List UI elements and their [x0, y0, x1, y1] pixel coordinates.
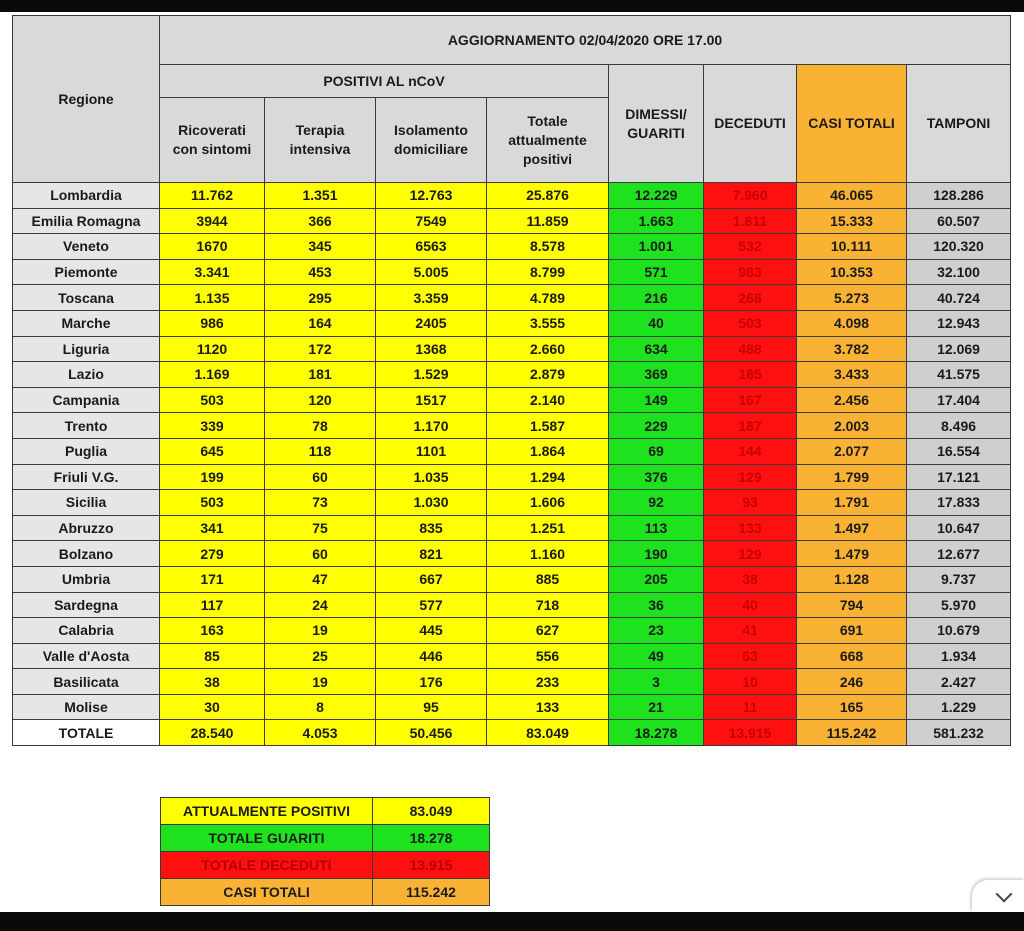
cell-isolamento: 1101	[376, 438, 487, 464]
cell-tamponi: 581.232	[907, 720, 1011, 746]
cell-casi-totali: 3.782	[797, 336, 907, 362]
header-tamponi: TAMPONI	[907, 65, 1011, 183]
cell-terapia: 1.351	[265, 183, 376, 209]
table-row	[13, 183, 1011, 209]
cell-isolamento: 2405	[376, 310, 487, 336]
summary-value: 115.242	[373, 879, 490, 906]
cell-tamponi: 17.121	[907, 464, 1011, 490]
cell-casi-totali: 1.128	[797, 566, 907, 592]
summary-label: TOTALE GUARITI	[161, 825, 373, 852]
cell-deceduti: 13.915	[704, 720, 797, 746]
cell-tamponi: 12.677	[907, 541, 1011, 567]
cell-deceduti: 167	[704, 387, 797, 413]
header-dimessi-line: GUARITI	[627, 124, 685, 141]
cell-deceduti: 983	[704, 259, 797, 285]
cell-deceduti: 187	[704, 413, 797, 439]
header-deceduti: DECEDUTI	[704, 65, 797, 183]
cell-deceduti: 488	[704, 336, 797, 362]
header-positivi-group: POSITIVI AL nCoV	[160, 65, 609, 98]
table-row	[13, 541, 1011, 567]
cell-regione: Toscana	[13, 285, 160, 311]
cell-dimessi: 1.001	[609, 234, 704, 260]
cell-totale-positivi: 1.587	[487, 413, 609, 439]
cell-dimessi: 49	[609, 643, 704, 669]
cell-terapia: 47	[265, 566, 376, 592]
cell-deceduti: 1.811	[704, 208, 797, 234]
cell-dimessi: 229	[609, 413, 704, 439]
table-row	[13, 259, 1011, 285]
table-row	[13, 310, 1011, 336]
cell-isolamento: 1.035	[376, 464, 487, 490]
cell-isolamento: 3.359	[376, 285, 487, 311]
header-isolamento	[376, 98, 487, 183]
header-terapia-line: Terapia	[295, 122, 345, 138]
table-row	[13, 336, 1011, 362]
cell-regione: Veneto	[13, 234, 160, 260]
cell-regione: Valle d'Aosta	[13, 643, 160, 669]
header-casi-totali: CASI TOTALI	[797, 65, 907, 183]
cell-isolamento: 176	[376, 669, 487, 695]
cell-tamponi: 1.934	[907, 643, 1011, 669]
cell-deceduti: 41	[704, 618, 797, 644]
cell-casi-totali: 10.111	[797, 234, 907, 260]
cell-totale-positivi: 8.799	[487, 259, 609, 285]
cell-totale-positivi: 1.160	[487, 541, 609, 567]
cell-deceduti: 10	[704, 669, 797, 695]
cell-tamponi: 16.554	[907, 438, 1011, 464]
cell-casi-totali: 3.433	[797, 362, 907, 388]
cell-ricoverati: 339	[160, 413, 265, 439]
expand-handle[interactable]	[972, 880, 1024, 912]
table-row	[13, 694, 1011, 720]
header-ricoverati-line: con sintomi	[172, 141, 252, 157]
table-row	[13, 387, 1011, 413]
cell-tamponi: 40.724	[907, 285, 1011, 311]
table-title: AGGIORNAMENTO 02/04/2020 ORE 17.00	[160, 16, 1011, 65]
cell-terapia: 73	[265, 490, 376, 516]
cell-deceduti: 7.960	[704, 183, 797, 209]
cell-tamponi: 2.427	[907, 669, 1011, 695]
cell-isolamento: 446	[376, 643, 487, 669]
cell-casi-totali: 46.065	[797, 183, 907, 209]
cell-dimessi: 376	[609, 464, 704, 490]
cell-tamponi: 10.647	[907, 515, 1011, 541]
cell-casi-totali: 668	[797, 643, 907, 669]
cell-ricoverati: 28.540	[160, 720, 265, 746]
cell-casi-totali: 165	[797, 694, 907, 720]
cell-regione: Bolzano	[13, 541, 160, 567]
cell-dimessi: 40	[609, 310, 704, 336]
header-isolamento-line: Isolamento	[394, 122, 468, 138]
cell-dimessi: 12.229	[609, 183, 704, 209]
table-row	[13, 669, 1011, 695]
cell-totale-positivi: 233	[487, 669, 609, 695]
summary-value: 18.278	[373, 825, 490, 852]
cell-terapia: 25	[265, 643, 376, 669]
cell-terapia: 118	[265, 438, 376, 464]
cell-tamponi: 9.737	[907, 566, 1011, 592]
cell-terapia: 453	[265, 259, 376, 285]
cell-casi-totali: 691	[797, 618, 907, 644]
cell-casi-totali: 2.077	[797, 438, 907, 464]
cell-regione: Basilicata	[13, 669, 160, 695]
cell-tamponi: 128.286	[907, 183, 1011, 209]
cell-isolamento: 1.170	[376, 413, 487, 439]
header-isolamento-line: domiciliare	[394, 141, 468, 157]
cell-terapia: 24	[265, 592, 376, 618]
cell-isolamento: 1.529	[376, 362, 487, 388]
cell-totale-positivi: 1.606	[487, 490, 609, 516]
cell-totale-positivi: 1.294	[487, 464, 609, 490]
cell-deceduti: 129	[704, 464, 797, 490]
top-frame-bar	[0, 0, 1024, 12]
header-totale-positivi	[487, 98, 609, 183]
summary-row	[161, 825, 490, 852]
cell-regione: Piemonte	[13, 259, 160, 285]
cell-ricoverati: 279	[160, 541, 265, 567]
bottom-frame-bar	[0, 912, 1024, 931]
table-row	[13, 643, 1011, 669]
cell-casi-totali: 1.497	[797, 515, 907, 541]
summary-table	[160, 797, 490, 906]
cell-totale-positivi: 2.660	[487, 336, 609, 362]
cell-terapia: 164	[265, 310, 376, 336]
cell-dimessi: 369	[609, 362, 704, 388]
table-row	[13, 208, 1011, 234]
cell-deceduti: 129	[704, 541, 797, 567]
cell-isolamento: 821	[376, 541, 487, 567]
cell-dimessi: 634	[609, 336, 704, 362]
cell-deceduti: 11	[704, 694, 797, 720]
cell-isolamento: 577	[376, 592, 487, 618]
cell-regione: Campania	[13, 387, 160, 413]
cell-casi-totali: 15.333	[797, 208, 907, 234]
cell-terapia: 295	[265, 285, 376, 311]
table-row	[13, 592, 1011, 618]
cell-dimessi: 3	[609, 669, 704, 695]
cell-terapia: 8	[265, 694, 376, 720]
cell-dimessi: 18.278	[609, 720, 704, 746]
table-row	[13, 464, 1011, 490]
cell-tamponi: 12.069	[907, 336, 1011, 362]
cell-terapia: 172	[265, 336, 376, 362]
header-totale-positivi-line: attualmente	[508, 131, 587, 148]
cell-deceduti: 268	[704, 285, 797, 311]
cell-isolamento: 835	[376, 515, 487, 541]
cell-tamponi: 17.404	[907, 387, 1011, 413]
cell-isolamento: 1.030	[376, 490, 487, 516]
cell-totale-positivi: 885	[487, 566, 609, 592]
cell-regione: Puglia	[13, 438, 160, 464]
cell-terapia: 60	[265, 464, 376, 490]
cell-totale-positivi: 718	[487, 592, 609, 618]
header-terapia-line: intensiva	[289, 141, 351, 157]
cell-regione: Emilia Romagna	[13, 208, 160, 234]
cell-terapia: 366	[265, 208, 376, 234]
summary-row	[161, 879, 490, 906]
cell-ricoverati: 171	[160, 566, 265, 592]
cell-deceduti: 185	[704, 362, 797, 388]
cell-regione: Lazio	[13, 362, 160, 388]
cell-totale-positivi: 133	[487, 694, 609, 720]
cell-deceduti: 93	[704, 490, 797, 516]
cell-dimessi: 113	[609, 515, 704, 541]
header-dimessi-line: DIMESSI/	[625, 105, 687, 122]
cell-regione: Abruzzo	[13, 515, 160, 541]
cell-terapia: 19	[265, 618, 376, 644]
cell-casi-totali: 794	[797, 592, 907, 618]
cell-terapia: 120	[265, 387, 376, 413]
cell-tamponi: 41.575	[907, 362, 1011, 388]
cell-isolamento: 445	[376, 618, 487, 644]
cell-totale-positivi: 2.140	[487, 387, 609, 413]
cell-casi-totali: 1.479	[797, 541, 907, 567]
cell-casi-totali: 246	[797, 669, 907, 695]
cell-ricoverati: 503	[160, 387, 265, 413]
cell-terapia: 345	[265, 234, 376, 260]
cell-ricoverati: 645	[160, 438, 265, 464]
table-row	[13, 438, 1011, 464]
cell-regione: Marche	[13, 310, 160, 336]
cell-tamponi: 32.100	[907, 259, 1011, 285]
chevron-down-icon	[996, 886, 1013, 903]
summary-label: ATTUALMENTE POSITIVI	[161, 798, 373, 825]
table-row	[13, 566, 1011, 592]
cell-dimessi: 36	[609, 592, 704, 618]
cell-terapia: 19	[265, 669, 376, 695]
cell-regione: Calabria	[13, 618, 160, 644]
cell-isolamento: 7549	[376, 208, 487, 234]
cell-tamponi: 1.229	[907, 694, 1011, 720]
cell-ricoverati: 1.135	[160, 285, 265, 311]
cell-ricoverati: 38	[160, 669, 265, 695]
cell-isolamento: 1368	[376, 336, 487, 362]
cell-casi-totali: 1.791	[797, 490, 907, 516]
table-row	[13, 515, 1011, 541]
cell-isolamento: 6563	[376, 234, 487, 260]
cell-dimessi: 23	[609, 618, 704, 644]
cell-ricoverati: 341	[160, 515, 265, 541]
cell-ricoverati: 3.341	[160, 259, 265, 285]
cell-tamponi: 60.507	[907, 208, 1011, 234]
cell-dimessi: 149	[609, 387, 704, 413]
summary-row	[161, 852, 490, 879]
cell-casi-totali: 10.353	[797, 259, 907, 285]
cell-tamponi: 10.679	[907, 618, 1011, 644]
cell-casi-totali: 2.003	[797, 413, 907, 439]
cell-regione: Friuli V.G.	[13, 464, 160, 490]
cell-regione: TOTALE	[13, 720, 160, 746]
cell-totale-positivi: 25.876	[487, 183, 609, 209]
cell-ricoverati: 30	[160, 694, 265, 720]
header-totale-positivi-line: positivi	[522, 150, 572, 167]
header-ricoverati-line: Ricoverati	[178, 122, 246, 138]
cell-ricoverati: 1.169	[160, 362, 265, 388]
covid-regional-table	[12, 15, 1011, 746]
cell-ricoverati: 1120	[160, 336, 265, 362]
cell-ricoverati: 1670	[160, 234, 265, 260]
cell-regione: Umbria	[13, 566, 160, 592]
cell-deceduti: 40	[704, 592, 797, 618]
cell-deceduti: 133	[704, 515, 797, 541]
cell-tamponi: 12.943	[907, 310, 1011, 336]
cell-totale-positivi: 8.578	[487, 234, 609, 260]
cell-dimessi: 92	[609, 490, 704, 516]
cell-regione: Sicilia	[13, 490, 160, 516]
cell-totale-positivi: 3.555	[487, 310, 609, 336]
cell-casi-totali: 115.242	[797, 720, 907, 746]
cell-ricoverati: 163	[160, 618, 265, 644]
cell-deceduti: 38	[704, 566, 797, 592]
cell-deceduti: 144	[704, 438, 797, 464]
cell-totale-positivi: 627	[487, 618, 609, 644]
cell-regione: Lombardia	[13, 183, 160, 209]
cell-dimessi: 205	[609, 566, 704, 592]
cell-totale-positivi: 1.251	[487, 515, 609, 541]
cell-terapia: 4.053	[265, 720, 376, 746]
cell-dimessi: 69	[609, 438, 704, 464]
summary-value: 83.049	[373, 798, 490, 825]
cell-isolamento: 667	[376, 566, 487, 592]
cell-tamponi: 17.833	[907, 490, 1011, 516]
summary-label: TOTALE DECEDUTI	[161, 852, 373, 879]
cell-totale-positivi: 83.049	[487, 720, 609, 746]
summary-value: 13.915	[373, 852, 490, 879]
header-ricoverati	[160, 98, 265, 183]
cell-deceduti: 63	[704, 643, 797, 669]
cell-dimessi: 216	[609, 285, 704, 311]
cell-regione: Trento	[13, 413, 160, 439]
cell-casi-totali: 1.799	[797, 464, 907, 490]
cell-ricoverati: 85	[160, 643, 265, 669]
cell-terapia: 78	[265, 413, 376, 439]
table-row	[13, 413, 1011, 439]
cell-ricoverati: 117	[160, 592, 265, 618]
cell-totale-positivi: 556	[487, 643, 609, 669]
cell-terapia: 60	[265, 541, 376, 567]
cell-isolamento: 95	[376, 694, 487, 720]
header-regione: Regione	[13, 16, 160, 183]
cell-casi-totali: 5.273	[797, 285, 907, 311]
cell-isolamento: 5.005	[376, 259, 487, 285]
cell-totale-positivi: 2.879	[487, 362, 609, 388]
cell-casi-totali: 2.456	[797, 387, 907, 413]
table-row	[13, 234, 1011, 260]
table-row	[13, 362, 1011, 388]
header-dimessi	[609, 65, 704, 183]
cell-isolamento: 1517	[376, 387, 487, 413]
cell-ricoverati: 199	[160, 464, 265, 490]
cell-regione: Sardegna	[13, 592, 160, 618]
cell-totale-positivi: 1.864	[487, 438, 609, 464]
summary-label: CASI TOTALI	[161, 879, 373, 906]
cell-isolamento: 12.763	[376, 183, 487, 209]
cell-casi-totali: 4.098	[797, 310, 907, 336]
table-row	[13, 285, 1011, 311]
cell-deceduti: 503	[704, 310, 797, 336]
cell-ricoverati: 503	[160, 490, 265, 516]
cell-ricoverati: 986	[160, 310, 265, 336]
header-terapia	[265, 98, 376, 183]
cell-deceduti: 532	[704, 234, 797, 260]
cell-dimessi: 1.663	[609, 208, 704, 234]
cell-tamponi: 5.970	[907, 592, 1011, 618]
summary-row	[161, 798, 490, 825]
cell-tamponi: 120.320	[907, 234, 1011, 260]
cell-terapia: 75	[265, 515, 376, 541]
cell-ricoverati: 3944	[160, 208, 265, 234]
cell-tamponi: 8.496	[907, 413, 1011, 439]
cell-isolamento: 50.456	[376, 720, 487, 746]
table-row	[13, 490, 1011, 516]
header-totale-positivi-line: Totale	[527, 112, 568, 129]
table-row-totale	[13, 720, 1011, 746]
cell-dimessi: 190	[609, 541, 704, 567]
cell-totale-positivi: 4.789	[487, 285, 609, 311]
cell-terapia: 181	[265, 362, 376, 388]
cell-regione: Molise	[13, 694, 160, 720]
cell-dimessi: 21	[609, 694, 704, 720]
cell-totale-positivi: 11.859	[487, 208, 609, 234]
cell-ricoverati: 11.762	[160, 183, 265, 209]
cell-regione: Liguria	[13, 336, 160, 362]
cell-dimessi: 571	[609, 259, 704, 285]
table-row	[13, 618, 1011, 644]
